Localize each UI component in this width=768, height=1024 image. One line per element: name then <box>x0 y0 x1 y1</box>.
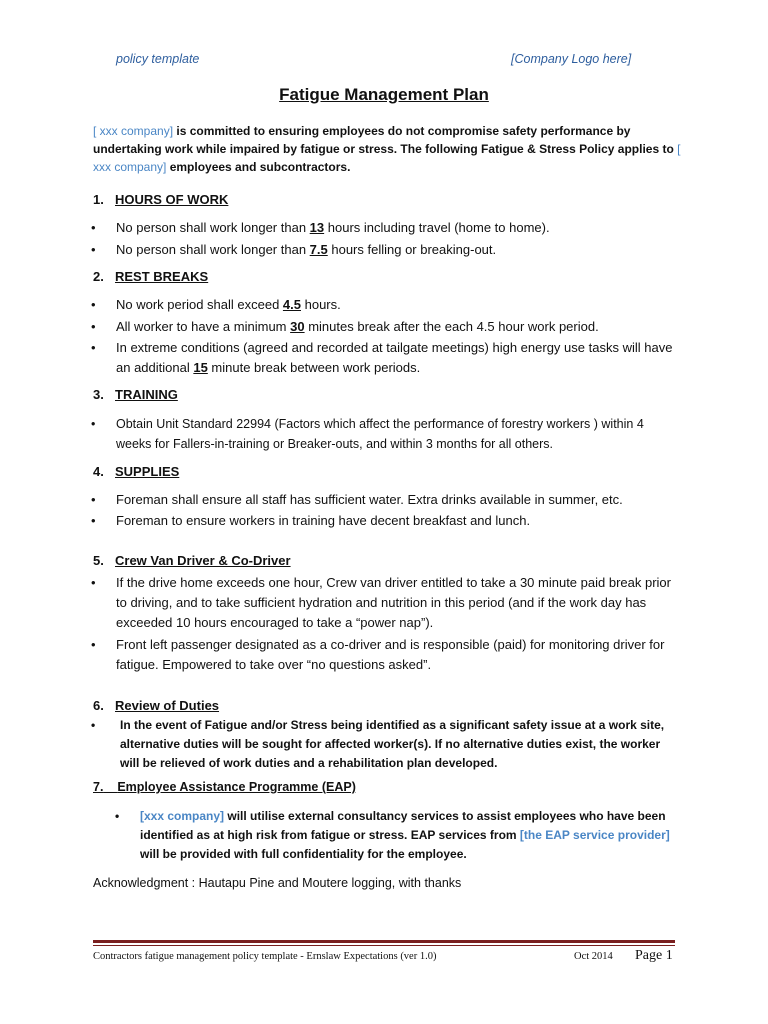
item-text: minutes break after the each 4.5 hour work period. <box>304 319 599 334</box>
section-heading-rest-breaks <box>93 269 208 284</box>
bullet-icon: • <box>91 492 96 507</box>
header-logo-placeholder: [Company Logo here] <box>511 52 632 66</box>
bullet-icon: • <box>91 297 96 312</box>
list-item <box>91 338 681 378</box>
section-heading-supplies <box>93 464 179 479</box>
section-label: TRAINING <box>115 387 178 402</box>
list-item <box>91 414 681 454</box>
list-item <box>91 240 681 260</box>
section-number: 4. <box>93 464 104 479</box>
item-text-part: will utilise external consultancy services to assist employees who have been identified as at high risk from fatigue or stress. EAP services from <box>140 809 666 842</box>
bullet-icon: • <box>91 575 96 590</box>
acknowledgment: Acknowledgment : Hautapu Pine and Moutere logging, with thanks <box>93 876 462 890</box>
footer-text: Contractors fatigue management policy template - Ernslaw Expectations (ver 1.0) <box>93 951 437 962</box>
list-item <box>91 218 681 238</box>
item-text: All worker to have a minimum <box>116 319 291 334</box>
section-heading-review <box>93 698 219 713</box>
bullet-icon: • <box>91 319 96 334</box>
section-heading-training <box>93 387 178 402</box>
item-text: Foreman shall ensure all staff has sufficient water. Extra drinks available in summer, etc. <box>116 492 623 507</box>
eap-provider-placeholder: [the EAP service provider] <box>519 828 670 842</box>
section-heading-hours <box>93 192 228 207</box>
bullet-icon: • <box>91 220 96 235</box>
section-heading-crew-van <box>93 553 291 568</box>
section-label: REST BREAKS <box>115 269 209 284</box>
item-text: hours. <box>301 297 341 312</box>
item-text: Foreman to ensure workers in training have decent breakfast and lunch. <box>116 513 531 528</box>
item-text: No work period shall exceed <box>116 297 283 312</box>
item-text: In extreme conditions (agreed and recorded at tailgate meetings) high energy use tasks will have an additional <box>116 340 673 375</box>
item-text-part: will be provided with full confidentiality for the employee. <box>140 847 467 861</box>
bullet-icon: • <box>91 417 96 431</box>
list-item <box>91 511 681 531</box>
item-value: 13 <box>309 220 325 235</box>
page-number: Page 1 <box>635 948 673 963</box>
intro-text-2: employees and subcontractors. <box>166 160 351 174</box>
section-number: 6. <box>93 698 104 713</box>
list-item <box>91 490 681 510</box>
bullet-icon: • <box>91 242 96 257</box>
list-item <box>91 295 681 315</box>
item-text: hours including travel (home to home). <box>324 220 550 235</box>
item-text: No person shall work longer than <box>116 220 310 235</box>
company-placeholder: [ xxx company] <box>93 124 174 138</box>
bullet-icon: • <box>91 513 96 528</box>
bullet-icon: • <box>91 637 96 652</box>
item-text <box>140 807 685 864</box>
bullet-icon: • <box>115 809 120 823</box>
section-label: HOURS OF WORK <box>115 192 229 207</box>
document-title: Fatigue Management Plan <box>279 85 489 104</box>
section-number: 3. <box>93 387 104 402</box>
item-value: 30 <box>290 319 305 334</box>
list-item <box>115 807 685 864</box>
company-placeholder: [ xxx company] <box>93 142 681 174</box>
footer-rule <box>93 940 675 943</box>
list-item <box>91 716 681 773</box>
section-heading-eap <box>93 780 356 794</box>
section-label: Crew Van Driver & Co-Driver <box>115 553 291 568</box>
item-text: Obtain Unit Standard 22994 (Factors which affect the performance of forestry workers ) within 4 weeks for Fallers-in-training or Breaker-outs, and within 3 months for all others. <box>116 417 644 451</box>
item-text: No person shall work longer than <box>116 242 310 257</box>
footer-rule-thin <box>93 945 675 946</box>
item-text: In the event of Fatigue and/or Stress being identified as a significant safety issue at a work site, alternative duties will be sought for affected worker(s). If no alternative duties exist, the worker will be relieved of work duties and a rehabilitation plan developed. <box>120 718 665 770</box>
bullet-icon: • <box>91 718 96 732</box>
item-value: 7.5 <box>309 242 328 257</box>
item-text: If the drive home exceeds one hour, Crew van driver entitled to take a 30 minute paid break prior to driving, and to take sufficient hydration and nutrition in this period (and if the work day has exceeded 10 hours encouraged to take a “power nap”). <box>116 575 671 630</box>
section-label <box>93 780 356 794</box>
section-number: 1. <box>93 192 104 207</box>
item-value: 15 <box>193 360 208 375</box>
list-item <box>91 317 681 337</box>
footer-date: Oct 2014 <box>574 951 613 962</box>
company-placeholder: [xxx company] <box>140 809 225 823</box>
item-text: hours felling or breaking-out. <box>327 242 497 257</box>
section-label-text: Employee Assistance Programme (EAP) <box>117 780 356 794</box>
item-value: 4.5 <box>282 297 301 312</box>
section-number: 2. <box>93 269 104 284</box>
list-item <box>91 635 681 675</box>
section-number: 7. <box>93 780 104 794</box>
intro-paragraph <box>93 122 683 176</box>
section-label: SUPPLIES <box>115 464 180 479</box>
item-text: minute break between work periods. <box>207 360 421 375</box>
header-left: policy template <box>116 52 200 66</box>
intro-text-1: is committed to ensuring employees do not compromise safety performance by undertaking work while impaired by fatigue or stress. The following Fatigue & Stress Policy applies to <box>93 124 678 156</box>
section-label: Review of Duties <box>115 698 220 713</box>
item-text: Front left passenger designated as a co-driver and is responsible (paid) for monitoring driver for fatigue. Empowered to take over “no questions asked”. <box>116 637 665 672</box>
list-item <box>91 573 681 633</box>
section-number: 5. <box>93 553 104 568</box>
bullet-icon: • <box>91 340 96 355</box>
